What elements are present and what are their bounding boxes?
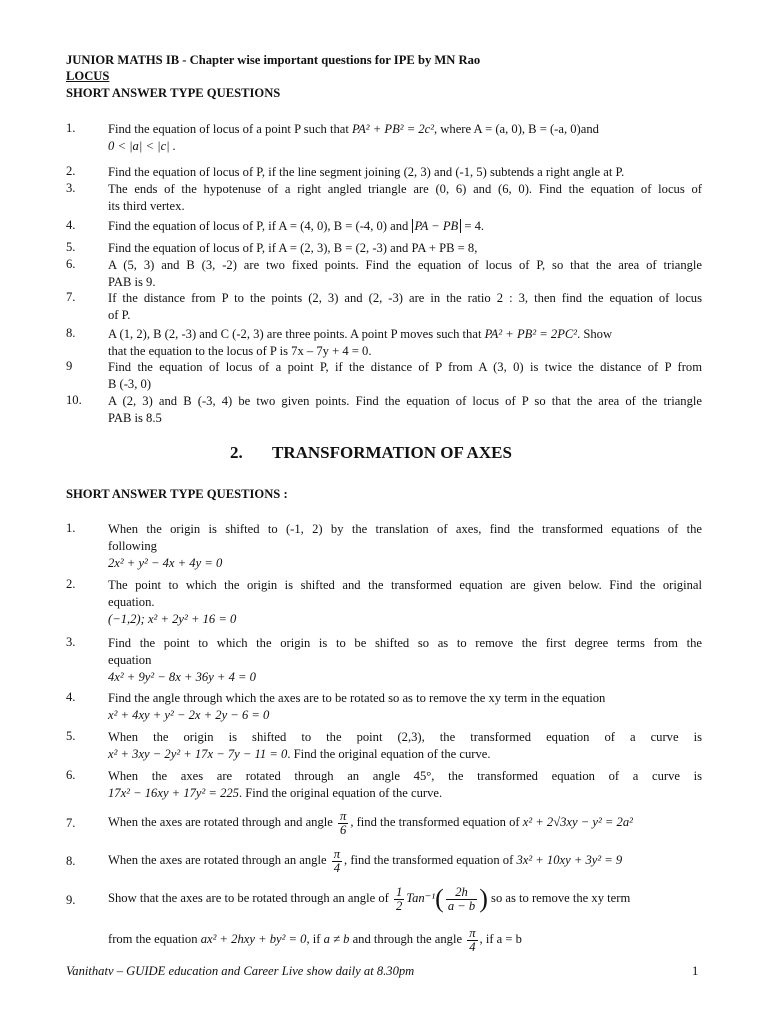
question-text: Find the equation of locus of a point P such that PA² + PB² = 2c², where A = (a, 0), B = (-a, 0)and 0 < |a| < |c| .	[108, 122, 599, 153]
question-number: 8.	[66, 326, 76, 340]
document-title: JUNIOR MATHS IB - Chapter wise important questions for IPE by MN Rao	[66, 53, 481, 67]
question-number: 2.	[66, 164, 76, 178]
fraction-half: $\frac{1}{2}$	[395, 884, 403, 913]
math-expression: PA − PB	[412, 219, 462, 233]
question-number: 7.	[66, 290, 76, 304]
question-number: 5.	[66, 729, 76, 743]
math-expression: PA² + PB² = 2PC²	[484, 327, 578, 341]
section-title-short-answer: SHORT ANSWER TYPE QUESTIONS :	[66, 487, 288, 501]
math-expression: 0 < |a| < |c| .	[108, 139, 176, 153]
question-text: Show that the axes are to be rotated through an angle of $\frac{1}{2}$ Tan⁻¹( $\frac{2h}{a - b}$ ) so as to remove the xy term from the equation ax² + 2hxy + by² = 0, if a ≠ b and through the angle $\frac{\pi}{4}$ , if a = b	[108, 884, 631, 954]
question-number: 9.	[66, 893, 76, 907]
chapter-title-locus: LOCUS	[66, 69, 110, 83]
question-number: 7.	[66, 816, 76, 830]
math-expression: x² + 4xy + y² − 2x + 2y − 6 = 0	[108, 708, 270, 722]
fraction-pi-over-4: $\frac{\pi}{4}$	[469, 925, 476, 954]
question-number: 6.	[66, 768, 76, 782]
section-title-short-answer: SHORT ANSWER TYPE QUESTIONS	[66, 86, 281, 100]
fraction-2h-over-a-minus-b: $\frac{2h}{a - b}$	[447, 884, 476, 913]
question-number: 5.	[66, 240, 76, 254]
math-expression: (−1,2); x² + 2y² + 16 = 0	[108, 612, 237, 626]
math-expression: Tan⁻¹	[406, 891, 436, 905]
question-text: Find the point to which the origin is to be shifted so as to remove the first degree terms from the equation 4x² + 9y² − 8x + 36y + 4 = 0	[108, 636, 702, 684]
footer-text: Vanithatv – GUIDE education and Career Live show daily at 8.30pm	[66, 964, 415, 978]
question-number: 2.	[66, 577, 76, 591]
question-text: Find the equation of locus of P, if A = (2, 3), B = (2, -3) and PA + PB = 8,	[108, 241, 478, 255]
math-expression: 2x² + y² − 4x + 4y = 0	[108, 556, 223, 570]
fraction-pi-over-4: $\frac{\pi}{4}$	[333, 846, 341, 875]
math-expression: ax² + 2hxy + by² = 0	[200, 932, 307, 947]
question-text: When the axes are rotated through an angle $\frac{\pi}{4}$ , find the transformed equation of 3x² + 10xy + 3y² = 9	[108, 846, 623, 875]
question-number: 9	[66, 359, 73, 373]
question-text: If the distance from P to the points (2, 3) and (2, -3) are in the ratio 2 : 3, then find the equation of locus of P.	[108, 291, 702, 322]
question-number: 1.	[66, 521, 76, 535]
math-expression: 17x² − 16xy + 17y² = 225	[108, 786, 239, 800]
question-text: A (2, 3) and B (-3, 4) be two given points. Find the equation of locus of P so that the area of the triangle PAB is 8.5	[108, 394, 702, 425]
question-text: A (5, 3) and B (3, -2) are two fixed points. Find the equation of locus of P, so that the area of triangle PAB is 9.	[108, 258, 702, 289]
question-number: 3.	[66, 181, 76, 195]
chapter-title-transformation: TRANSFORMATION OF AXES	[272, 443, 512, 462]
question-text: When the axes are rotated through an angle 45°, the transformed equation of a curve is 17x² − 16xy + 17y² = 225. Find the original equation of the curve.	[108, 769, 702, 800]
math-expression: x² + 3xy − 2y² + 17x − 7y − 11 = 0	[108, 747, 288, 761]
question-text: When the axes are rotated through and angle $\frac{\pi}{6}$ , find the transformed equation of x² + 2√3xy − y² = 2a²	[108, 808, 633, 837]
math-expression: PA² + PB² = 2c²	[352, 122, 434, 136]
question-text: When the origin is shifted to the point (2,3), the transformed equation of a curve is x² + 3xy − 2y² + 17x − 7y − 11 = 0. Find the original equation of the curve.	[108, 730, 702, 761]
question-text: Find the equation of locus of P, if A = (4, 0), B = (-4, 0) and PA − PB = 4.	[108, 219, 485, 233]
question-number: 1.	[66, 121, 76, 135]
question-number: 3.	[66, 635, 76, 649]
question-number: 4.	[66, 218, 76, 232]
question-text: A (1, 2), B (2, -3) and C (-2, 3) are three points. A point P moves such that PA² + PB² = 2PC². Show that the equation to the locus of P is 7x – 7y + 4 = 0.	[108, 327, 613, 358]
question-text: Find the equation of locus of P, if the line segment joining (2, 3) and (-1, 5) subtends a right angle at P.	[108, 165, 625, 179]
math-expression: a ≠ b	[323, 932, 350, 947]
fraction-pi-over-6: $\frac{\pi}{6}$	[340, 808, 347, 837]
question-number: 4.	[66, 690, 76, 704]
question-text: When the origin is shifted to (-1, 2) by the translation of axes, find the transformed equations of the following 2x² + y² − 4x + 4y = 0	[108, 522, 702, 570]
math-expression: x² + 2√3xy − y² = 2a²	[522, 815, 633, 829]
math-expression: 3x² + 10xy + 3y² = 9	[516, 853, 623, 867]
math-expression: 4x² + 9y² − 8x + 36y + 4 = 0	[108, 670, 256, 684]
chapter-number: 2.	[230, 443, 243, 462]
question-number: 10.	[66, 393, 82, 407]
question-text: The point to which the origin is shifted and the transformed equation are given below. Find the original equation. (−1,2); x² + 2y² + 16 = 0	[108, 578, 702, 626]
question-number: 6.	[66, 257, 76, 271]
question-text: The ends of the hypotenuse of a right angled triangle are (0, 6) and (6, 0). Find the equation of locus of its third vertex.	[108, 182, 702, 213]
question-text: Find the angle through which the axes are to be rotated so as to remove the xy term in the equation x² + 4xy + y² − 2x + 2y − 6 = 0	[108, 690, 702, 724]
question-text: Find the equation of locus of a point P, if the distance of P from A (3, 0) is twice the distance of P from B (-3, 0)	[108, 360, 702, 391]
question-number: 8.	[66, 854, 76, 868]
page-number: 1	[692, 964, 699, 978]
